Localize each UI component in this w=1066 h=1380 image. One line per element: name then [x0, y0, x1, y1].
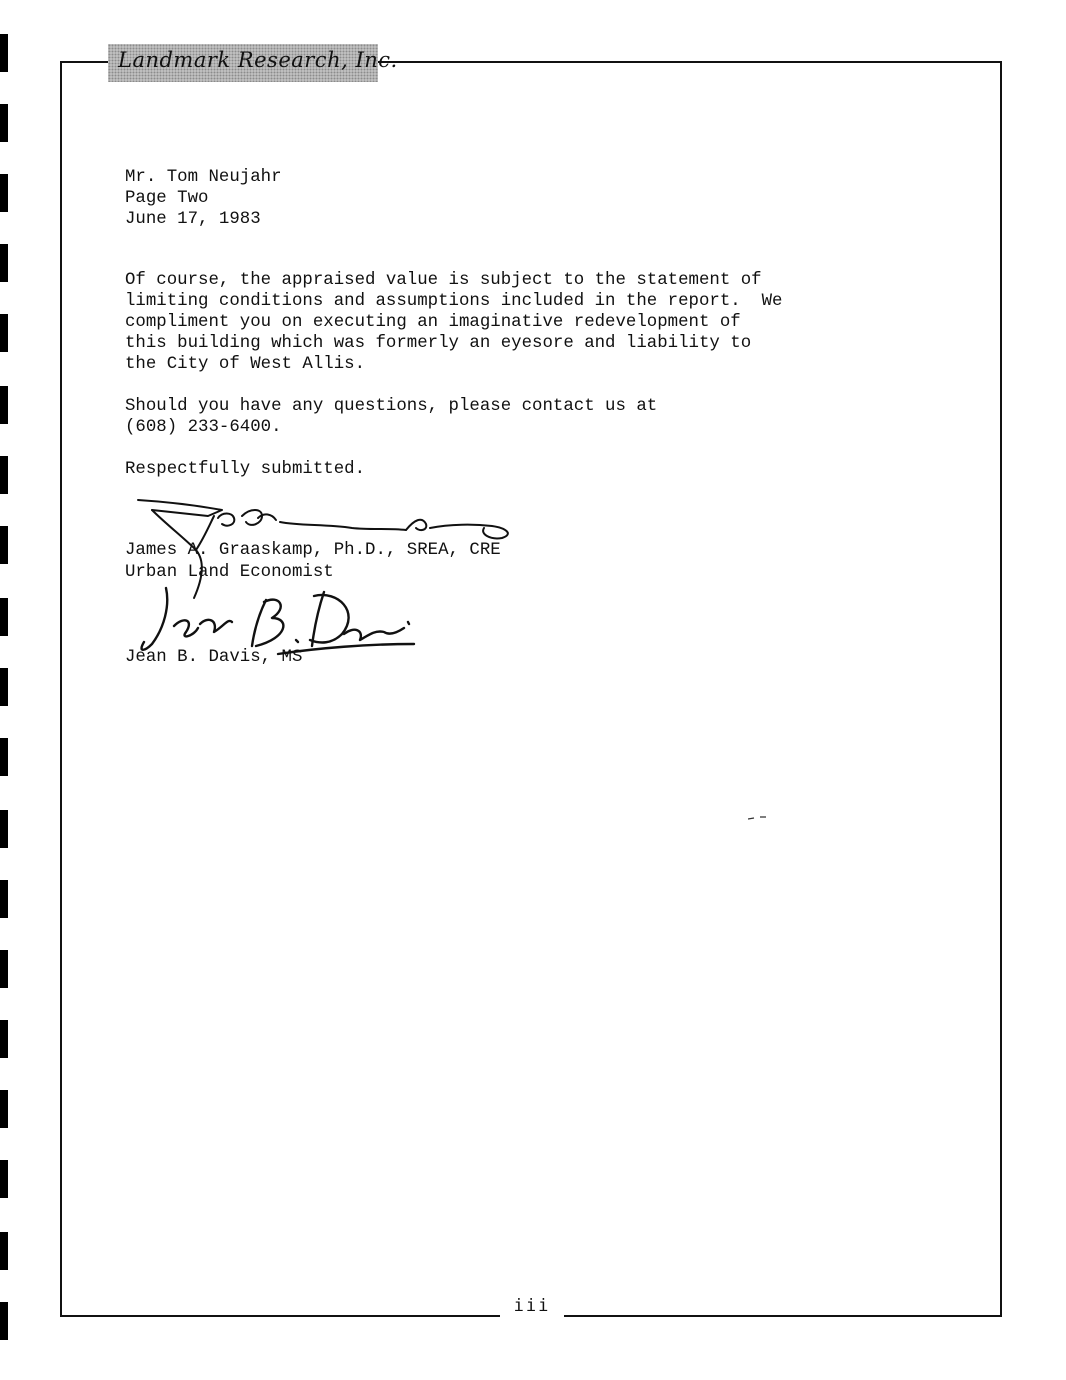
- binding-hole: [0, 526, 8, 564]
- binding-hole: [0, 668, 8, 706]
- signatory-title: Urban Land Economist: [125, 563, 334, 582]
- body-line: limiting conditions and assumptions included in the report. We: [125, 292, 783, 311]
- binding-hole: [0, 1020, 8, 1058]
- binding-hole: [0, 810, 8, 848]
- letterhead-logo: [108, 44, 398, 82]
- signatory-name: Jean B. Davis, MS: [125, 648, 303, 667]
- body-line: Should you have any questions, please contact us at: [125, 397, 658, 416]
- binding-hole: [0, 314, 8, 352]
- binding-hole: [0, 1160, 8, 1198]
- binding-hole: [0, 738, 8, 776]
- closing-line: Respectfully submitted.: [125, 460, 366, 479]
- signatory-name: James A. Graaskamp, Ph.D., SREA, CRE: [125, 541, 501, 560]
- binding-hole: [0, 880, 8, 918]
- binding-hole: [0, 950, 8, 988]
- stray-mark: [748, 816, 768, 820]
- binding-hole: [0, 456, 8, 494]
- recipient-line: Mr. Tom Neujahr: [125, 168, 282, 187]
- page-number: iii: [513, 1296, 551, 1316]
- binding-hole: [0, 244, 8, 282]
- body-line: this building which was formerly an eyesore and liability to: [125, 334, 752, 353]
- company-name: Landmark Research, Inc.: [118, 48, 398, 72]
- letter-date: June 17, 1983: [125, 210, 261, 229]
- binding-hole: [0, 1232, 8, 1270]
- binding-hole: [0, 174, 8, 212]
- body-line: the City of West Allis.: [125, 355, 366, 374]
- body-line: compliment you on executing an imaginative redevelopment of: [125, 313, 741, 332]
- body-line: Of course, the appraised value is subject to the statement of: [125, 271, 762, 290]
- binding-hole: [0, 386, 8, 424]
- binding-hole: [0, 1302, 8, 1340]
- page-label: Page Two: [125, 189, 209, 208]
- binding-hole: [0, 598, 8, 636]
- binding-hole: [0, 104, 8, 142]
- binding-hole: [0, 34, 8, 72]
- phone-line: (608) 233-6400.: [125, 418, 282, 437]
- page-frame: [60, 61, 1002, 1317]
- binding-hole: [0, 1090, 8, 1128]
